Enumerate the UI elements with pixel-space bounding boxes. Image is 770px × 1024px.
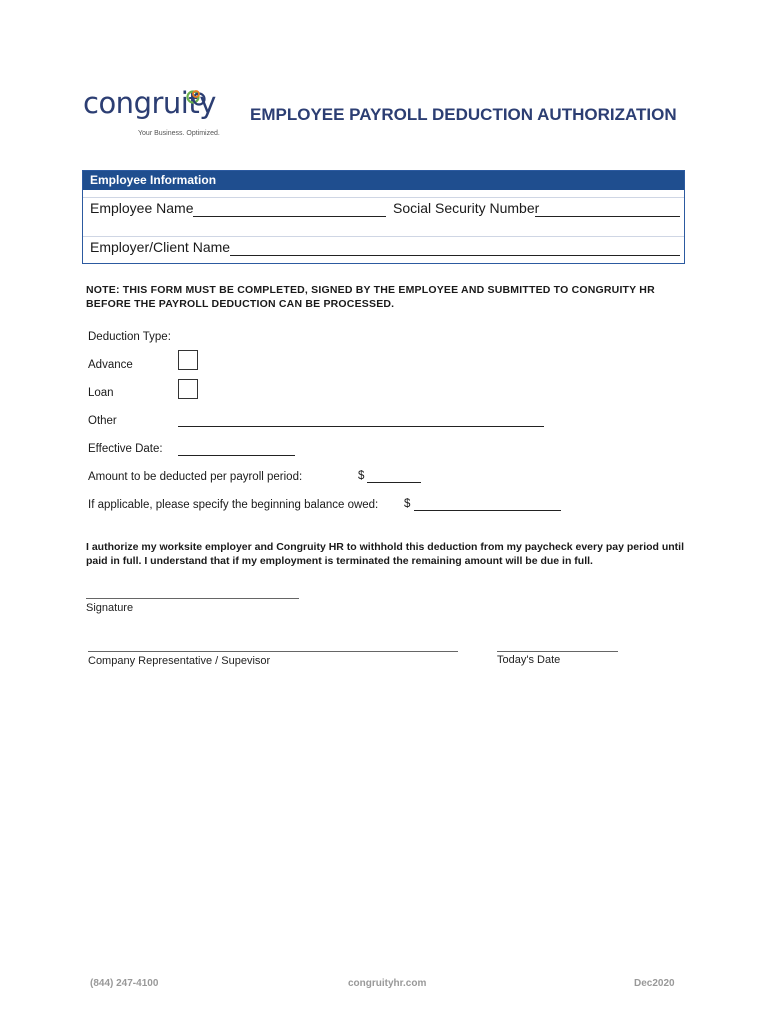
effective-date-field[interactable] (178, 455, 295, 456)
other-field[interactable] (178, 426, 544, 427)
company-logo (83, 86, 220, 142)
advance-label: Advance (88, 359, 133, 371)
advance-checkbox[interactable] (178, 350, 198, 370)
balance-label: If applicable, please specify the beginning balance owed: (88, 499, 379, 511)
rep-label: Company Representative / Supevisor (88, 655, 271, 667)
footer-revision: Dec2020 (634, 978, 675, 989)
other-label: Other (88, 415, 117, 427)
balance-field[interactable] (414, 510, 561, 511)
employer-field[interactable] (230, 255, 680, 256)
logo-knot-icon (185, 88, 207, 110)
rep-signature-line[interactable] (88, 651, 458, 652)
effective-date-label: Effective Date: (88, 443, 163, 455)
note-text: NOTE: THIS FORM MUST BE COMPLETED, SIGNED BY THE EMPLOYEE AND SUBMITTED TO CONGRUITY HR BEFORE THE PAYROLL DEDUCTION CAN BE PROCESSED. (86, 284, 655, 310)
ssn-label: Social Security Number (393, 200, 540, 216)
employee-name-field[interactable] (193, 216, 386, 217)
signature-line[interactable] (86, 598, 299, 599)
signature-label: Signature (86, 602, 134, 614)
authorization-text: I authorize my worksite employer and Congruity HR to withhold this deduction from my paycheck every pay period until paid in full. I understand that if my employment is terminated the remaining amount will be due in full. (86, 541, 685, 567)
form-title: EMPLOYEE PAYROLL DEDUCTION AUTHORIZATION (250, 105, 677, 124)
employee-name-label: Employee Name (90, 200, 194, 216)
loan-label: Loan (88, 387, 114, 399)
loan-checkbox[interactable] (178, 379, 198, 399)
employee-info-section (82, 170, 685, 264)
footer-website: congruityhr.com (348, 978, 427, 989)
logo-tagline: Your Business. Optimized. (138, 130, 220, 137)
employer-label: Employer/Client Name (90, 239, 231, 255)
ssn-field[interactable] (535, 216, 680, 217)
section-header: Employee Information (83, 171, 684, 190)
amount-dollar: $ (358, 470, 365, 482)
amount-field[interactable] (367, 482, 421, 483)
date-label: Today's Date (497, 654, 561, 666)
logo-wordmark: congruity (83, 86, 216, 120)
footer-phone: (844) 247-4100 (90, 978, 159, 989)
amount-label: Amount to be deducted per payroll period: (88, 471, 303, 483)
deduction-type-label: Deduction Type: (88, 331, 171, 343)
date-line[interactable] (497, 651, 618, 652)
balance-dollar: $ (404, 498, 411, 510)
